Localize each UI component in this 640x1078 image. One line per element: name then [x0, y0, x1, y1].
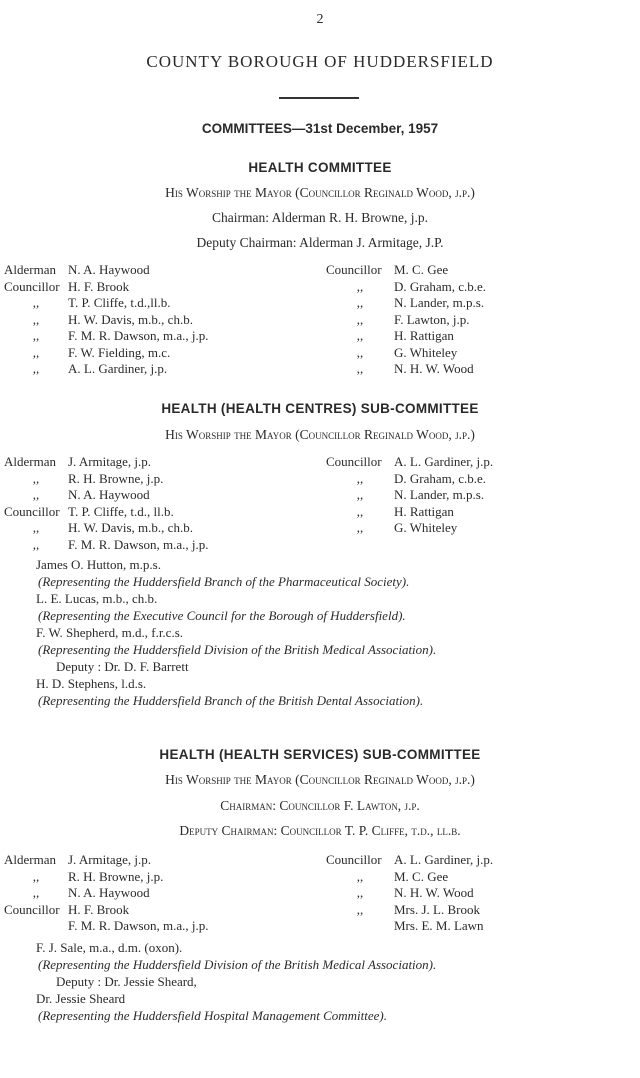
- member-name: A. L. Gardiner, j.p.: [394, 454, 494, 469]
- member-name: J. Armitage, j.p.: [68, 852, 152, 867]
- member-title: ,,: [356, 344, 364, 360]
- member-title: Councillor: [4, 278, 60, 294]
- member-title: ,,: [32, 487, 40, 502]
- health-deputy-line: Deputy Chairman: Alderman J. Armitage, J.P.: [196, 235, 444, 250]
- member-row: [4, 520, 209, 537]
- member-name: D. Graham, c.b.e.: [394, 470, 487, 486]
- member-name: J. Armitage, j.p.: [68, 454, 152, 469]
- health-committee-heading: HEALTH COMMITTEE: [248, 160, 392, 175]
- member-name: T. P. Cliffe, t.d.,ll.b.: [68, 295, 171, 310]
- representative-description: (Representing the Huddersfield Hospital Management Committee).: [38, 1008, 388, 1023]
- member-name: F. M. R. Dawson, m.a., j.p.: [68, 328, 209, 343]
- member-name: R. H. Browne, j.p.: [68, 470, 164, 486]
- member-name: D. Graham, c.b.e.: [394, 278, 487, 294]
- member-name: H. F. Brook: [68, 278, 130, 294]
- member-row: [4, 918, 209, 935]
- representative-deputy: Deputy : Dr. Jessie Sheard,: [56, 974, 197, 989]
- member-title: ,,: [32, 311, 40, 327]
- member-title: Councillor: [326, 852, 382, 867]
- member-title: Councillor: [326, 454, 382, 469]
- member-title: ,,: [32, 536, 40, 552]
- title-divider: [279, 97, 359, 99]
- member-row: [4, 328, 209, 345]
- member-title: ,,: [356, 328, 364, 343]
- centres-mayor-line: His Worship the Mayor (Councillor Reginald Wood, j.p.): [165, 427, 475, 442]
- member-row: [326, 487, 493, 504]
- member-name: F. Lawton, j.p.: [394, 311, 470, 327]
- member-row: [4, 279, 209, 296]
- member-name: M. C. Gee: [394, 868, 449, 884]
- representative-name: F. J. Sale, m.a., d.m. (oxon).: [36, 940, 183, 955]
- member-row: [326, 361, 486, 378]
- centres-members-left: [4, 454, 209, 553]
- representative-description: (Representing the Huddersfield Branch of the Pharmaceutical Society).: [38, 574, 410, 589]
- member-name: H. F. Brook: [68, 901, 130, 917]
- member-name: Mrs. J. L. Brook: [394, 901, 480, 917]
- member-row: [4, 852, 209, 869]
- member-name: F. M. R. Dawson, m.a., j.p.: [68, 536, 209, 552]
- health-members-right: [326, 262, 486, 378]
- representative-name: L. E. Lucas, m.b., ch.b.: [36, 591, 158, 606]
- services-mayor-line: His Worship the Mayor (Councillor Reginald Wood, j.p.): [165, 772, 475, 787]
- member-name: N. A. Haywood: [68, 885, 150, 900]
- member-name: F. W. Fielding, m.c.: [68, 344, 171, 360]
- member-row: [326, 902, 493, 919]
- member-name: G. Whiteley: [394, 520, 458, 535]
- member-title: Alderman: [4, 262, 56, 277]
- member-name: N. Lander, m.p.s.: [394, 295, 485, 310]
- member-title: ,,: [356, 311, 364, 327]
- member-row: [326, 279, 486, 296]
- member-row: [326, 262, 486, 279]
- member-title: ,,: [32, 295, 40, 310]
- member-title: Councillor: [4, 503, 60, 519]
- representative-description: (Representing the Executive Council for the Borough of Huddersfield).: [38, 608, 406, 623]
- member-row: [326, 454, 493, 471]
- representative-name: James O. Hutton, m.p.s.: [36, 557, 161, 572]
- member-name: T. P. Cliffe, t.d., ll.b.: [68, 503, 174, 519]
- centres-representatives: [36, 556, 636, 709]
- member-title: ,,: [32, 361, 40, 376]
- services-chairman-line: Chairman: Councillor F. Lawton, j.p.: [220, 798, 420, 813]
- member-row: [4, 345, 209, 362]
- member-title: ,,: [32, 344, 40, 360]
- member-title: Alderman: [4, 454, 56, 469]
- services-heading: HEALTH (HEALTH SERVICES) SUB-COMMITTEE: [159, 747, 481, 762]
- member-row: [326, 869, 493, 886]
- member-row: [326, 312, 486, 329]
- member-name: A. L. Gardiner, j.p.: [394, 852, 494, 867]
- member-row: [326, 885, 493, 902]
- member-title: ,,: [356, 361, 364, 376]
- member-title: Councillor: [326, 262, 382, 277]
- member-title: Alderman: [4, 852, 56, 867]
- member-title: ,,: [356, 520, 364, 535]
- member-title: ,,: [356, 503, 364, 519]
- member-name: N. A. Haywood: [68, 262, 150, 277]
- member-title: ,,: [32, 520, 40, 535]
- committees-date-title: COMMITTEES—31st December, 1957: [201, 121, 439, 136]
- health-members-left: [4, 262, 209, 378]
- borough-title: COUNTY BOROUGH OF HUDDERSFIELD: [146, 52, 494, 71]
- member-name: H. W. Davis, m.b., ch.b.: [68, 311, 193, 327]
- member-name: N. A. Haywood: [68, 487, 150, 502]
- member-name: H. Rattigan: [394, 328, 454, 343]
- member-name: H. Rattigan: [394, 503, 454, 519]
- member-title: ,,: [356, 868, 364, 884]
- representative-name: F. W. Shepherd, m.d., f.r.c.s.: [36, 625, 184, 640]
- services-members-left: [4, 852, 209, 935]
- centres-members-right: [326, 454, 493, 537]
- member-row: [4, 487, 209, 504]
- member-name: R. H. Browne, j.p.: [68, 868, 164, 884]
- member-row: [4, 885, 209, 902]
- services-members-right: [326, 852, 493, 935]
- member-title: ,,: [32, 885, 40, 900]
- member-name: N. H. W. Wood: [394, 361, 474, 376]
- member-row: [326, 918, 493, 935]
- health-chairman-line: Chairman: Alderman R. H. Browne, j.p.: [212, 210, 428, 225]
- member-title: ,,: [32, 470, 40, 486]
- member-row: [326, 328, 486, 345]
- member-title: ,,: [356, 295, 364, 310]
- page-number: 2: [316, 12, 324, 27]
- member-title: ,,: [32, 868, 40, 884]
- representative-description: (Representing the Huddersfield Division of the British Medical Association).: [38, 642, 437, 657]
- services-representatives: [36, 939, 636, 1024]
- member-name: A. L. Gardiner, j.p.: [68, 361, 168, 376]
- member-title: ,,: [356, 885, 364, 900]
- services-deputy-line: Deputy Chairman: Councillor T. P. Cliffe, t.d., ll.b.: [179, 823, 461, 838]
- representative-description: (Representing the Huddersfield Division of the British Medical Association).: [38, 957, 437, 972]
- member-title: ,,: [32, 328, 40, 343]
- representative-name: H. D. Stephens, l.d.s.: [36, 676, 147, 691]
- member-row: [326, 471, 493, 488]
- member-row: [4, 902, 209, 919]
- member-row: [4, 361, 209, 378]
- member-name: H. W. Davis, m.b., ch.b.: [68, 520, 193, 535]
- member-row: [326, 345, 486, 362]
- member-row: [4, 295, 209, 312]
- member-row: [326, 852, 493, 869]
- member-title: [326, 918, 394, 935]
- member-row: [4, 471, 209, 488]
- member-title: Councillor: [4, 901, 60, 917]
- member-row: [4, 504, 209, 521]
- member-title: ,,: [356, 278, 364, 294]
- member-title: [4, 918, 68, 935]
- member-name: F. M. R. Dawson, m.a., j.p.: [68, 918, 209, 933]
- member-row: [326, 295, 486, 312]
- representative-description: (Representing the Huddersfield Branch of the British Dental Association).: [38, 693, 424, 708]
- health-mayor-line: His Worship the Mayor (Councillor Reginald Wood, j.p.): [165, 185, 475, 200]
- member-row: [326, 520, 493, 537]
- representative-name: Dr. Jessie Sheard: [36, 991, 126, 1006]
- member-title: ,,: [356, 901, 364, 917]
- member-name: N. H. W. Wood: [394, 885, 474, 900]
- member-row: [326, 504, 493, 521]
- member-title: ,,: [356, 470, 364, 486]
- member-row: [4, 312, 209, 329]
- member-row: [4, 262, 209, 279]
- member-name: N. Lander, m.p.s.: [394, 487, 485, 502]
- member-name: Mrs. E. M. Lawn: [394, 918, 484, 933]
- centres-heading: HEALTH (HEALTH CENTRES) SUB-COMMITTEE: [161, 401, 479, 416]
- member-row: [4, 869, 209, 886]
- representative-deputy: Deputy : Dr. D. F. Barrett: [56, 659, 189, 674]
- member-row: [4, 454, 209, 471]
- member-name: G. Whiteley: [394, 344, 458, 360]
- member-row: [4, 537, 209, 554]
- member-name: M. C. Gee: [394, 262, 449, 277]
- member-title: ,,: [356, 487, 364, 502]
